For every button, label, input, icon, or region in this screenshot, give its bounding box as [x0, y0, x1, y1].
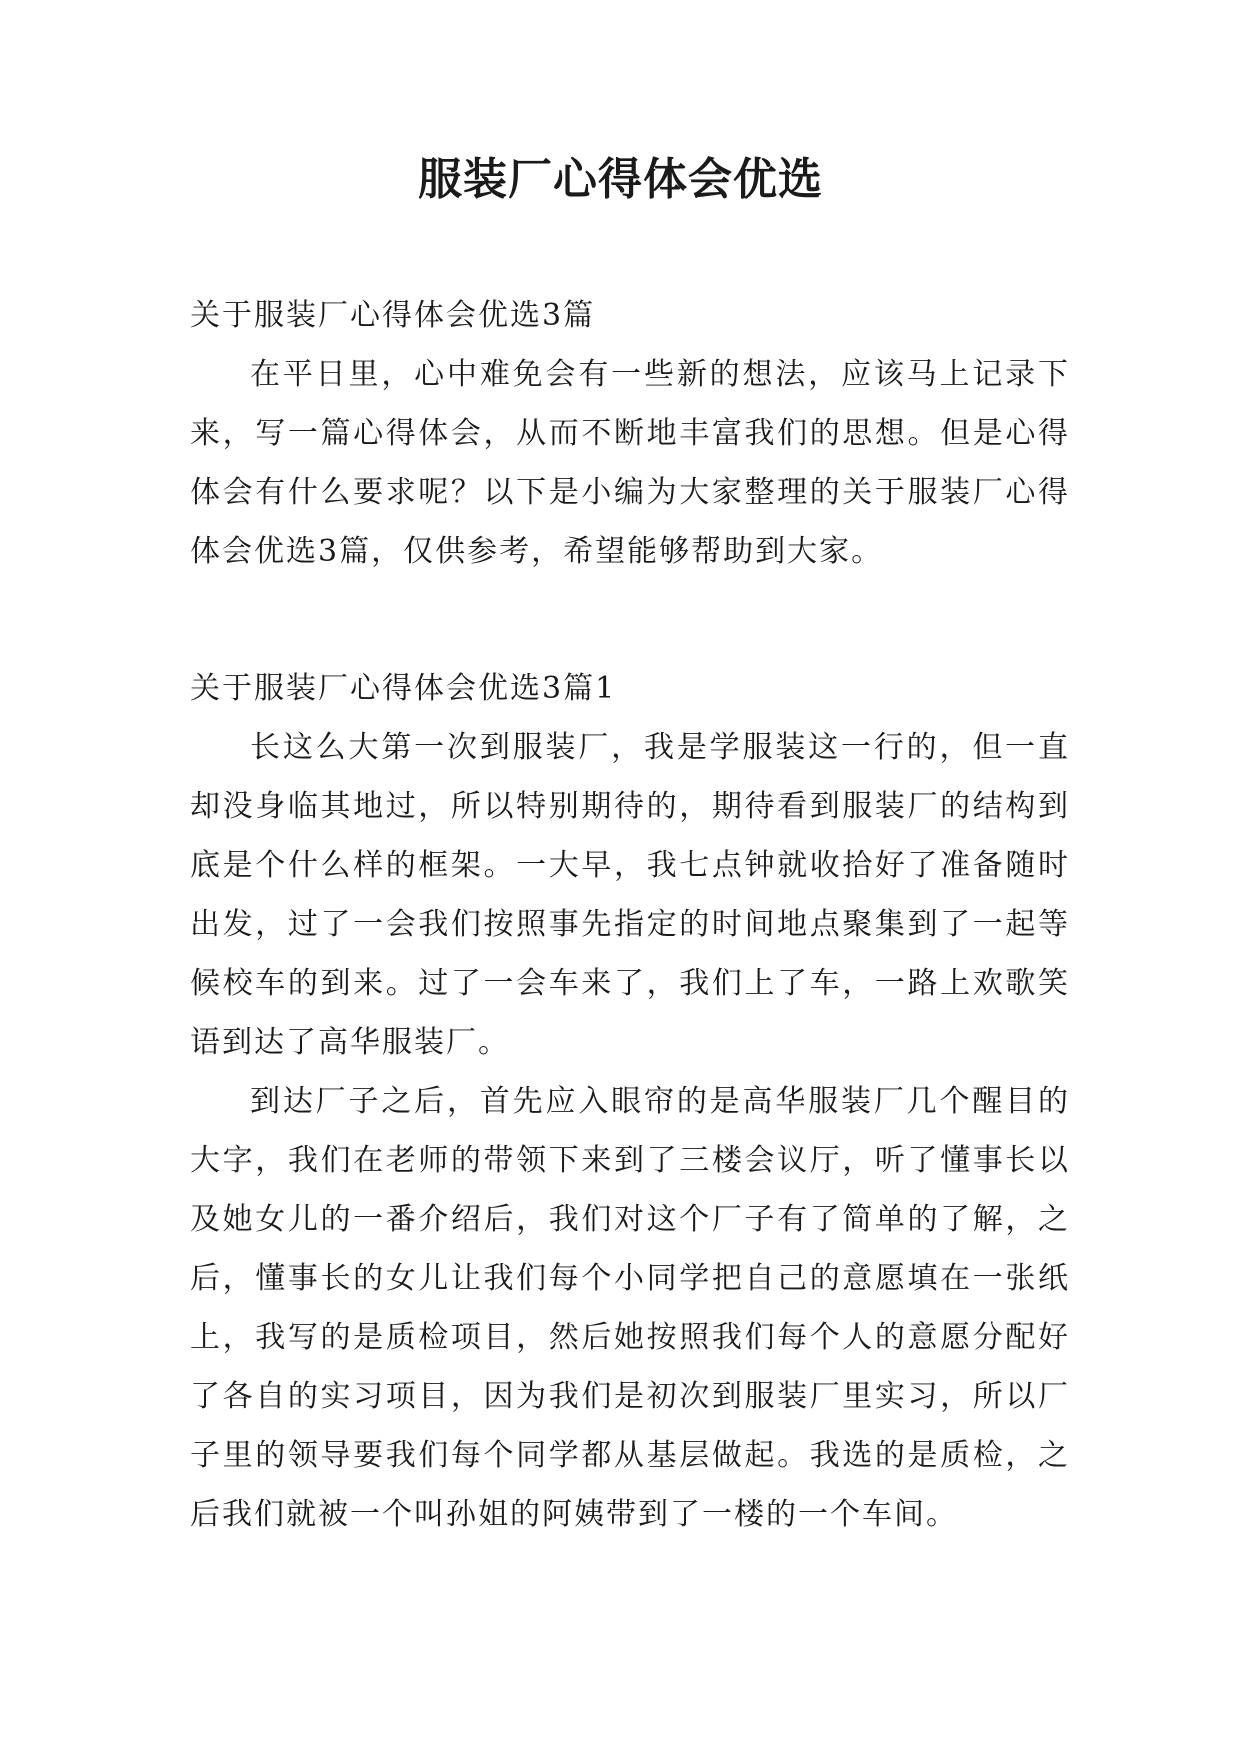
- section1-heading: 关于服装厂心得体会优选3篇1: [190, 671, 617, 706]
- intro-heading: 关于服装厂心得体会优选3篇: [190, 298, 596, 333]
- document-body: [190, 286, 1070, 1544]
- document-title: 服装厂心得体会优选: [418, 154, 823, 205]
- section1-paragraph-2: 到达厂子之后，首先应入眼帘的是高华服装厂几个醒目的大字，我们在老师的带领下来到了三楼会议厅，听了懂事长以及她女儿的一番介绍后，我们对这个厂子有了简单的了解，之后，懂事长的女儿让我们每个小同学把自己的意愿填在一张纸上，我写的是质检项目，然后她按照我们每个人的意愿分配好了各自的实习项目，因为我们是初次到服装厂里实习，所以厂子里的领导要我们每个同学都从基层做起。我选的是质检，之后我们就被一个叫孙姐的阿姨带到了一楼的一个车间。: [190, 1084, 1070, 1532]
- section1-paragraph-1: 长这么大第一次到服装厂，我是学服装这一行的，但一直却没身临其地过，所以特别期待的，期待看到服装厂的结构到底是个什么样的框架。一大早，我七点钟就收拾好了准备随时出发，过了一会我们按照事先指定的时间地点聚集到了一起等候校车的到来。过了一会车来了，我们上了车，一路上欢歌笑语到达了高华服装厂。: [190, 730, 1070, 1060]
- section-spacer: [190, 581, 1070, 659]
- intro-paragraph: 在平日里，心中难免会有一些新的想法，应该马上记录下来，写一篇心得体会，从而不断地丰富我们的思想。但是心得体会有什么要求呢？以下是小编为大家整理的关于服装厂心得体会优选3篇，仅供参考，希望能够帮助到大家。: [190, 357, 1070, 569]
